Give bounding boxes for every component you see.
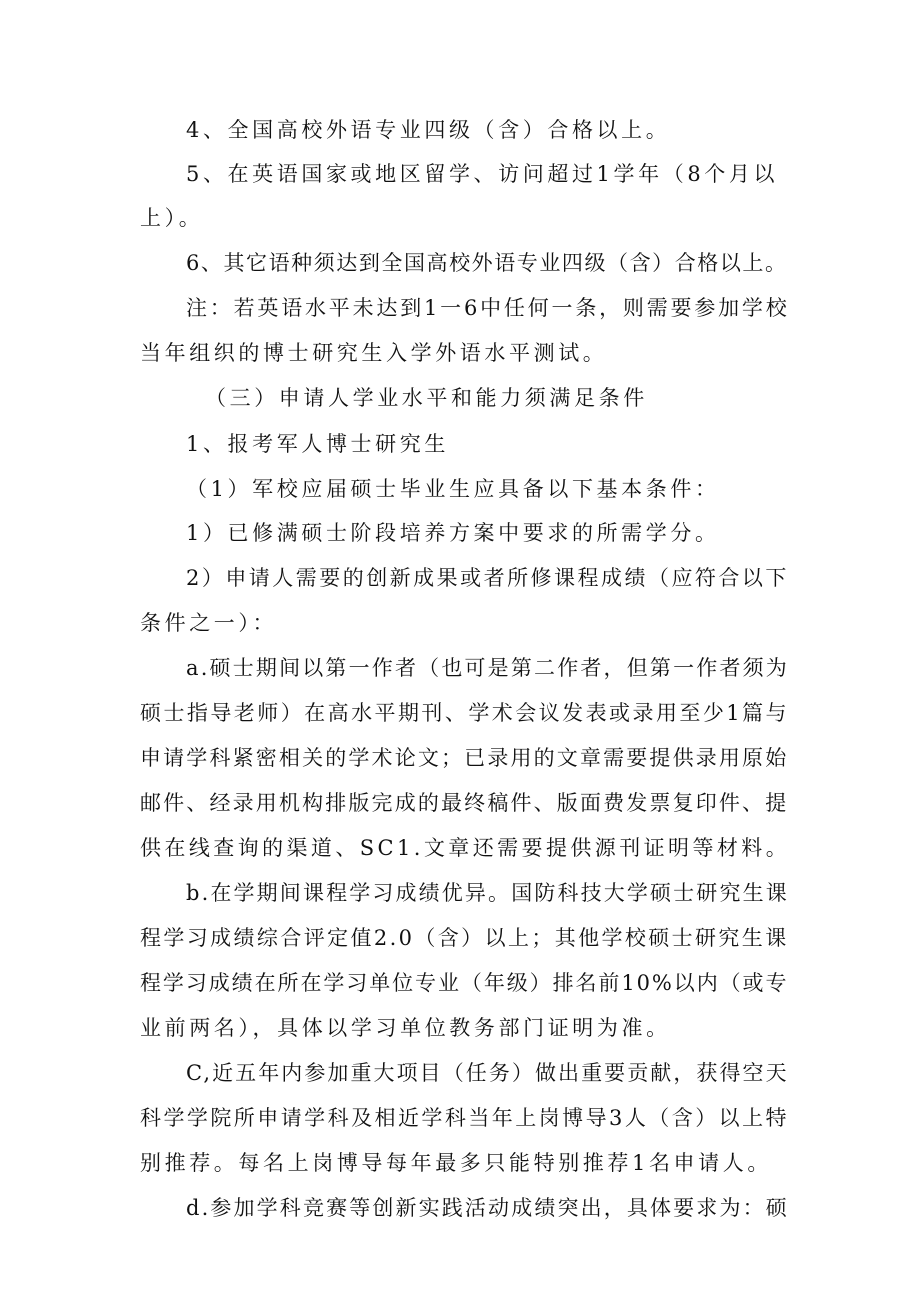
paragraph-line: b.在学期间课程学习成绩优异。国防科技大学硕士研究生课: [186, 881, 789, 905]
paragraph-line: 条件之一）：: [140, 611, 278, 635]
paragraph-line: 当年组织的博士研究生入学外语水平测试。: [140, 341, 608, 365]
paragraph-line: 程学习成绩在所在学习单位专业（年级）排名前10%以内（或专: [140, 971, 789, 995]
paragraph-line: 别推荐。每名上岗博导每年最多只能特别推荐1名申请人。: [140, 1151, 772, 1175]
paragraph-line: 2）申请人需要的创新成果或者所修课程成绩（应符合以下: [186, 566, 789, 590]
paragraph-line: 申请学科紧密相关的学术论文；已录用的文章需要提供录用原始: [140, 746, 789, 770]
paragraph-line: 程学习成绩综合评定值2.0（含）以上；其他学校硕士研究生课: [140, 926, 789, 950]
paragraph-line: a.硕士期间以第一作者（也可是第二作者，但第一作者须为: [186, 656, 789, 680]
paragraph-line: 1）已修满硕士阶段培养方案中要求的所需学分。: [186, 521, 720, 545]
paragraph-line: 注：若英语水平未达到1一6中任何一条，则需要参加学校: [186, 296, 790, 320]
paragraph-line: C,近五年内参加重大项目（任务）做出重要贡献，获得空天: [186, 1061, 789, 1085]
paragraph-line: 科学学院所申请学科及相近学科当年上岗博导3人（含）以上特: [140, 1106, 790, 1130]
paragraph-line: 上）。: [140, 206, 204, 230]
paragraph-line: 硕士指导老师）在高水平期刊、学术会议发表或录用至少1篇与: [140, 701, 790, 725]
paragraph-line: 4、全国高校外语专业四级（含）合格以上。: [186, 118, 671, 142]
paragraph-line: 业前两名），具体以学习单位教务部门证明为准。: [140, 1016, 671, 1040]
paragraph-line: 5、在英语国家或地区留学、访问超过1学年（8个月以: [186, 162, 779, 186]
paragraph-line: 1、报考军人博士研究生: [186, 432, 449, 456]
paragraph-line: （1）军校应届硕士毕业生应具备以下基本条件：: [186, 477, 720, 501]
section-heading: （三）申请人学业水平和能力须满足条件: [205, 386, 648, 410]
paragraph-line: 邮件、经录用机构排版完成的最终稿件、版面费发票复印件、提: [140, 791, 789, 815]
paragraph-line: d.参加学科竞赛等创新实践活动成绩突出，具体要求为：硕: [186, 1196, 789, 1220]
paragraph-line: 供在线查询的渠道、SC1.文章还需要提供源刊证明等材料。: [140, 836, 791, 860]
paragraph-line: 6、其它语种须达到全国高校外语专业四级（含）合格以上。: [186, 251, 788, 275]
